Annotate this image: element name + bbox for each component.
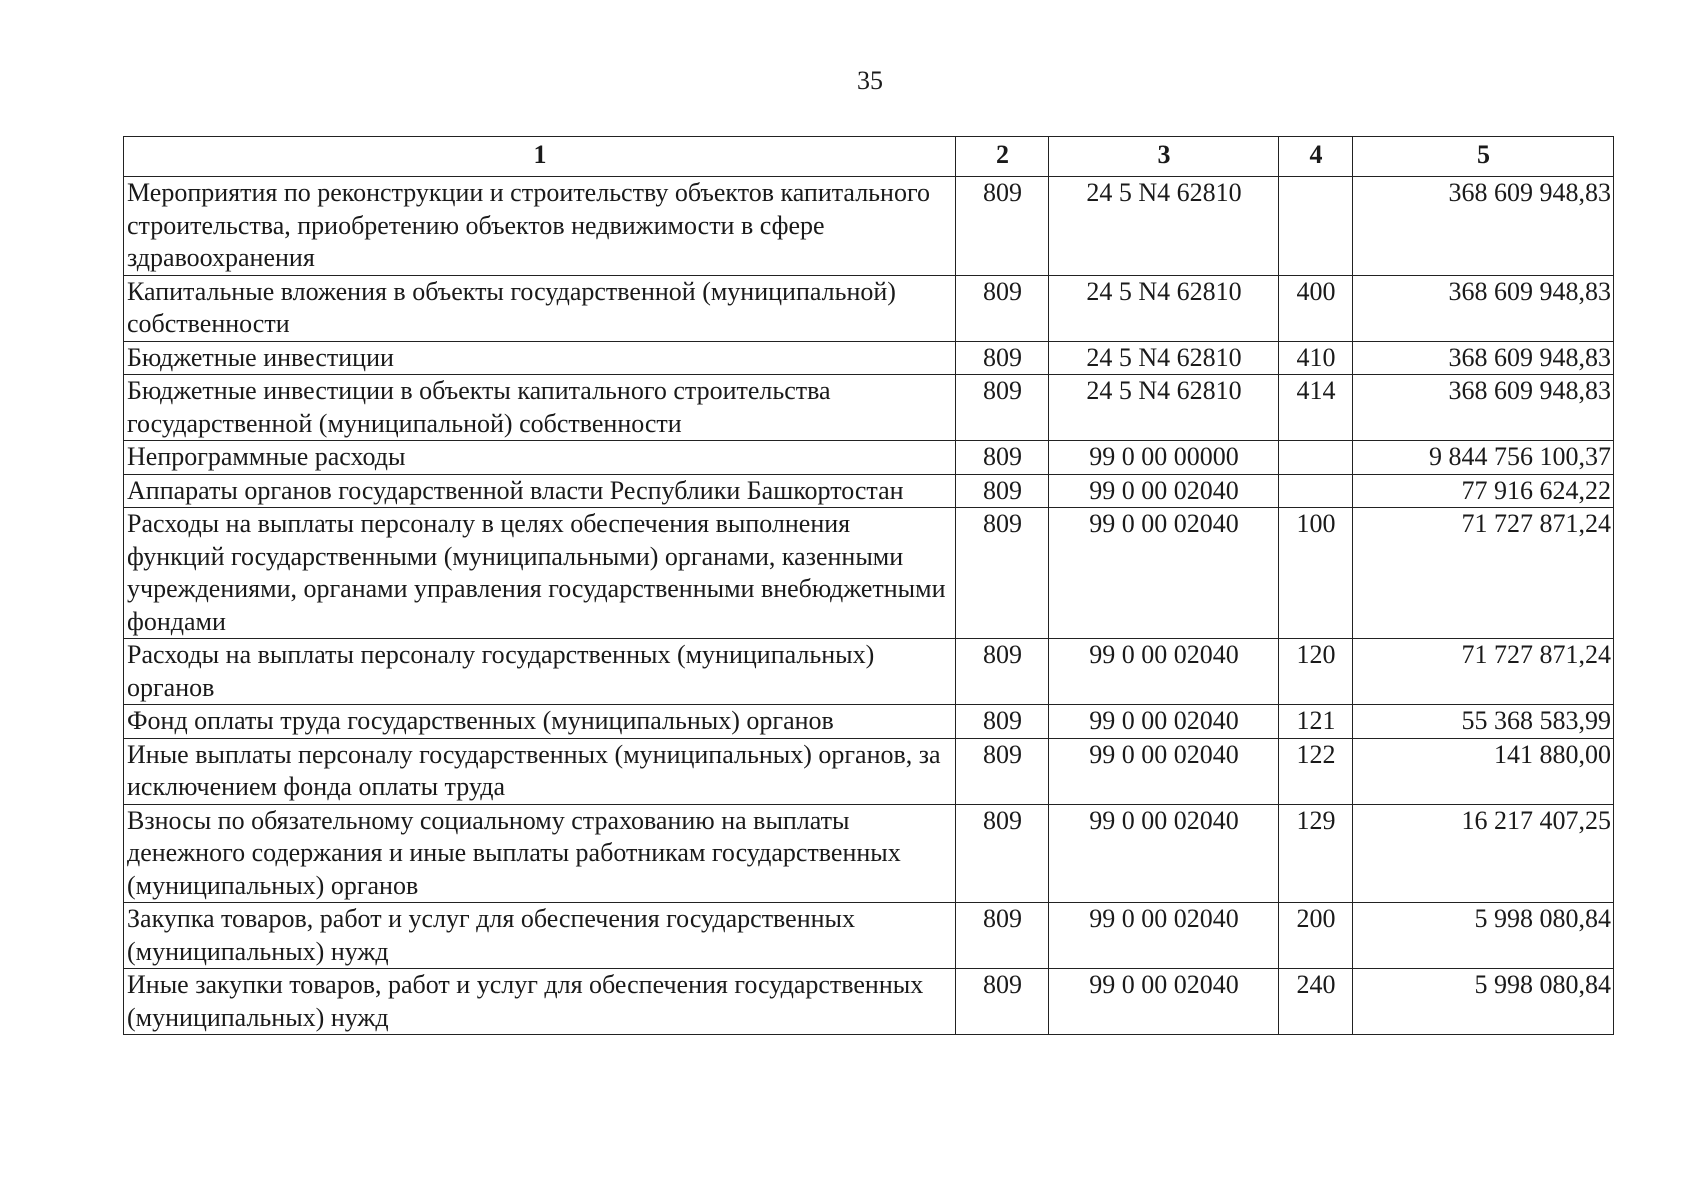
row-code: 809 [956,705,1049,739]
row-expense-type: 200 [1279,903,1353,969]
row-amount: 55 368 583,99 [1353,705,1614,739]
table-row [124,903,1614,969]
row-expense-type: 240 [1279,969,1353,1035]
row-name: Расходы на выплаты персоналу государственных (муниципальных) органов [124,639,956,705]
row-amount: 5 998 080,84 [1353,969,1614,1035]
row-code: 809 [956,474,1049,508]
row-expense-type: 400 [1279,275,1353,341]
row-code: 809 [956,639,1049,705]
table-row [124,804,1614,903]
header-col-4: 4 [1279,137,1353,177]
row-amount: 77 916 624,22 [1353,474,1614,508]
table-row [124,441,1614,475]
row-code: 809 [956,441,1049,475]
row-target-article: 24 5 N4 62810 [1049,341,1279,375]
table-row [124,508,1614,639]
row-expense-type: 100 [1279,508,1353,639]
row-name: Расходы на выплаты персоналу в целях обеспечения выполнения функций государственными (муниципальными) органами, казенными учреждениями, органами управления государственными внебюджетными фондами [124,508,956,639]
row-amount: 71 727 871,24 [1353,508,1614,639]
row-code: 809 [956,969,1049,1035]
header-col-5: 5 [1353,137,1614,177]
table-row [124,474,1614,508]
table-header-row [124,137,1614,177]
row-amount: 368 609 948,83 [1353,375,1614,441]
row-expense-type: 410 [1279,341,1353,375]
row-target-article: 24 5 N4 62810 [1049,275,1279,341]
table-row [124,177,1614,276]
row-amount: 16 217 407,25 [1353,804,1614,903]
row-name: Взносы по обязательному социальному страхованию на выплаты денежного содержания и иные выплаты работникам государственных (муниципальных) органов [124,804,956,903]
row-name: Бюджетные инвестиции [124,341,956,375]
row-name: Непрограммные расходы [124,441,956,475]
row-target-article: 99 0 00 02040 [1049,903,1279,969]
row-target-article: 99 0 00 02040 [1049,738,1279,804]
row-amount: 9 844 756 100,37 [1353,441,1614,475]
row-code: 809 [956,177,1049,276]
row-code: 809 [956,903,1049,969]
row-code: 809 [956,738,1049,804]
budget-table [123,136,1614,1035]
page-number: 35 [857,66,883,95]
row-target-article: 99 0 00 02040 [1049,969,1279,1035]
row-name: Аппараты органов государственной власти Республики Башкортостан [124,474,956,508]
row-amount: 368 609 948,83 [1353,177,1614,276]
row-name: Иные закупки товаров, работ и услуг для обеспечения государственных (муниципальных) нужд [124,969,956,1035]
row-amount: 5 998 080,84 [1353,903,1614,969]
table-row [124,969,1614,1035]
row-expense-type: 122 [1279,738,1353,804]
row-amount: 368 609 948,83 [1353,341,1614,375]
row-amount: 71 727 871,24 [1353,639,1614,705]
row-code: 809 [956,275,1049,341]
row-target-article: 24 5 N4 62810 [1049,177,1279,276]
row-target-article: 99 0 00 02040 [1049,804,1279,903]
row-name: Мероприятия по реконструкции и строительству объектов капитального строительства, приобретению объектов недвижимости в сфере здравоохранения [124,177,956,276]
header-col-3: 3 [1049,137,1279,177]
row-expense-type: 414 [1279,375,1353,441]
row-name: Капитальные вложения в объекты государственной (муниципальной) собственности [124,275,956,341]
row-expense-type: 129 [1279,804,1353,903]
row-expense-type: 120 [1279,639,1353,705]
row-target-article: 24 5 N4 62810 [1049,375,1279,441]
row-amount: 368 609 948,83 [1353,275,1614,341]
header-col-2: 2 [956,137,1049,177]
row-target-article: 99 0 00 02040 [1049,474,1279,508]
row-expense-type [1279,441,1353,475]
table-row [124,375,1614,441]
row-target-article: 99 0 00 02040 [1049,508,1279,639]
row-code: 809 [956,341,1049,375]
row-name: Иные выплаты персоналу государственных (муниципальных) органов, за исключением фонда оплаты труда [124,738,956,804]
table-row [124,639,1614,705]
row-name: Фонд оплаты труда государственных (муниципальных) органов [124,705,956,739]
row-code: 809 [956,375,1049,441]
row-expense-type: 121 [1279,705,1353,739]
table-row [124,341,1614,375]
table-row [124,275,1614,341]
row-expense-type [1279,177,1353,276]
header-col-1: 1 [124,137,956,177]
row-target-article: 99 0 00 02040 [1049,639,1279,705]
table-row [124,705,1614,739]
row-target-article: 99 0 00 00000 [1049,441,1279,475]
row-name: Бюджетные инвестиции в объекты капитального строительства государственной (муниципальной) собственности [124,375,956,441]
table-row [124,738,1614,804]
row-expense-type [1279,474,1353,508]
row-code: 809 [956,804,1049,903]
row-code: 809 [956,508,1049,639]
row-target-article: 99 0 00 02040 [1049,705,1279,739]
row-amount: 141 880,00 [1353,738,1614,804]
row-name: Закупка товаров, работ и услуг для обеспечения государственных (муниципальных) нужд [124,903,956,969]
